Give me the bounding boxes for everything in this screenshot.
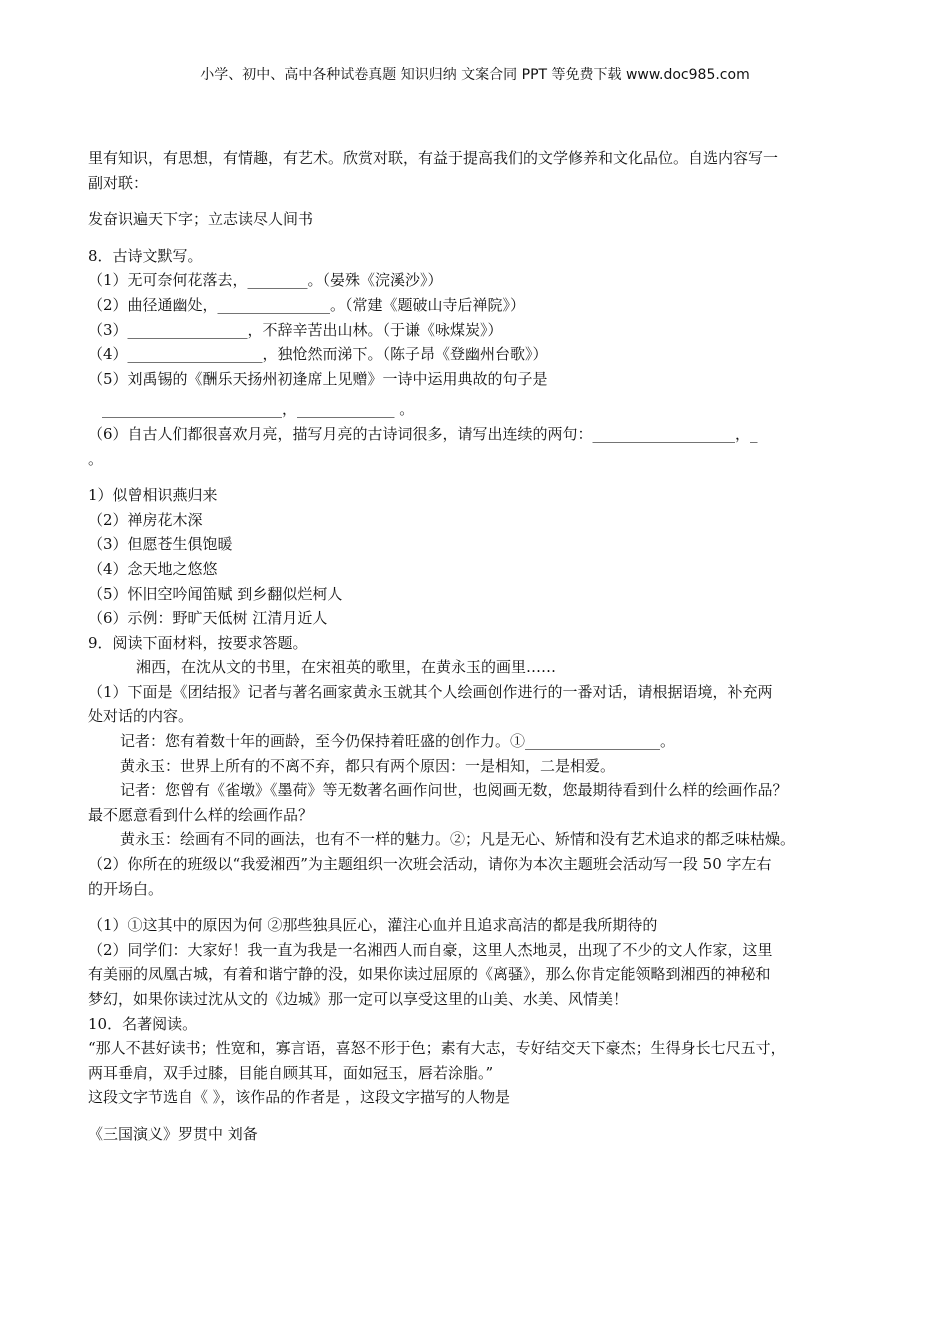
q10-quote-line-1: “那人不甚好读书；性宽和，寡言语，喜怒不形于色；素有大志，专好结交天下豪杰；生得身长七尺五寸， [88,1039,786,1058]
q9-dialog-3-cont: 最不愿意看到什么样的绘画作品？ [88,805,314,824]
q9-title: 9．阅读下面材料，按要求答题。 [88,633,308,652]
q8-answer-3: （3）但愿苍生俱饱暖 [88,535,233,554]
q9-part1-line-1: （1）下面是《团结报》记者与著名画家黄永玉就其个人绘画创作进行的一番对话，请根据语境，补充两 [88,682,773,701]
q8-answer-2: （2）禅房花木深 [88,510,203,529]
q9-dialog-1: 记者：您有着数十年的画龄，至今仍保持着旺盛的创作力。①__________________。 [120,732,676,751]
page-header-banner: 小学、初中、高中各种试卷真题 知识归纳 文案合同 PPT 等免费下载 www.doc985.com [200,67,750,83]
q8-item-5-blanks: ________________________，_____________ 。 [102,400,415,419]
q8-answer-1: 1）似曾相识燕归来 [88,486,218,505]
couplet-answer: 发奋识遍天下字；立志读尽人间书 [88,210,314,229]
q9-part2-line-2: 的开场白。 [88,879,164,898]
q8-item-6-end: 。 [88,449,104,468]
q9-answer-2: （2）同学们：大家好！我一直为我是一名湘西人而自豪，这里人杰地灵，出现了不少的文人作家，这里 [88,940,773,959]
q8-item-3: （3）________________，不辞辛苦出山林。（于谦《咏煤炭》） [88,320,503,339]
q9-part1-line-2: 处对话的内容。 [88,707,194,726]
q9-part2-line-1: （2）你所在的班级以“我爱湘西”为主题组织一次班会活动，请你为本次主题班会活动写一段 50 字左右 [88,855,772,874]
q8-answer-5: （5）怀旧空吟闻笛赋 到乡翻似烂柯人 [88,584,343,603]
q8-item-2: （2）曲径通幽处，_______________。（常建《题破山寺后禅院》） [88,295,526,314]
q9-dialog-2: 黄永玉：世界上所有的不离不弃，都只有两个原因：一是相知，二是相爱。 [120,756,616,775]
q10-question: 这段文字节选自《 》，该作品的作者是 ，这段文字描写的人物是 [88,1088,511,1107]
q9-dialog-3: 记者：您曾有《雀墩》《墨荷》等无数著名画作问世，也阅画无数，您最期待看到什么样的绘画作品？ [120,781,788,800]
q8-item-1: （1）无可奈何花落去，________。（晏殊《浣溪沙》） [88,271,443,290]
q10-title: 10．名著阅读。 [88,1014,198,1033]
q10-quote-line-2: 两耳垂肩，双手过膝，目能自顾其耳，面如冠玉，唇若涂脂。” [88,1063,494,1082]
q8-item-4: （4）__________________，独怆然而涕下。（陈子昂《登幽州台歌》） [88,345,548,364]
q8-answer-4: （4）念天地之悠悠 [88,559,218,578]
q8-answer-6: （6）示例：野旷天低树 江清月近人 [88,609,328,628]
q10-answer: 《三国演义》罗贯中 刘备 [88,1124,258,1143]
document-body [88,146,864,1147]
q8-item-6: （6）自古人们都很喜欢月亮，描写月亮的古诗词很多，请写出连续的两句：___________________，_ [88,424,758,443]
q9-answer-3: 有美丽的凤凰古城，有着和谐宁静的没，如果你读过屈原的《离骚》，那么你肯定能领略到湘西的神秘和 [88,965,771,984]
q8-title: 8．古诗文默写。 [88,246,203,265]
intro-line-2: 副对联： [88,173,149,192]
q9-answer-4: 梦幻，如果你读过沈从文的《边城》那一定可以享受这里的山美、水美、风情美！ [88,990,629,1008]
q9-lead: 湘西，在沈从文的书里，在宋祖英的歌里，在黄永玉的画里…… [136,658,557,677]
q9-dialog-4: 黄永玉：绘画有不同的画法，也有不一样的魅力。②；凡是无心、矫情和没有艺术追求的都乏味枯燥。 [120,830,796,849]
q9-answer-1: （1）①这其中的原因为何 ②那些独具匠心，灌注心血并且追求高洁的都是我所期待的 [88,916,658,935]
q8-item-5: （5）刘禹锡的《酬乐天扬州初逢席上见赠》一诗中运用典故的句子是 [88,369,548,388]
intro-line-1: 里有知识，有思想，有情趣，有艺术。欣赏对联，有益于提高我们的文学修养和文化品位。自选内容写一 [88,149,779,167]
